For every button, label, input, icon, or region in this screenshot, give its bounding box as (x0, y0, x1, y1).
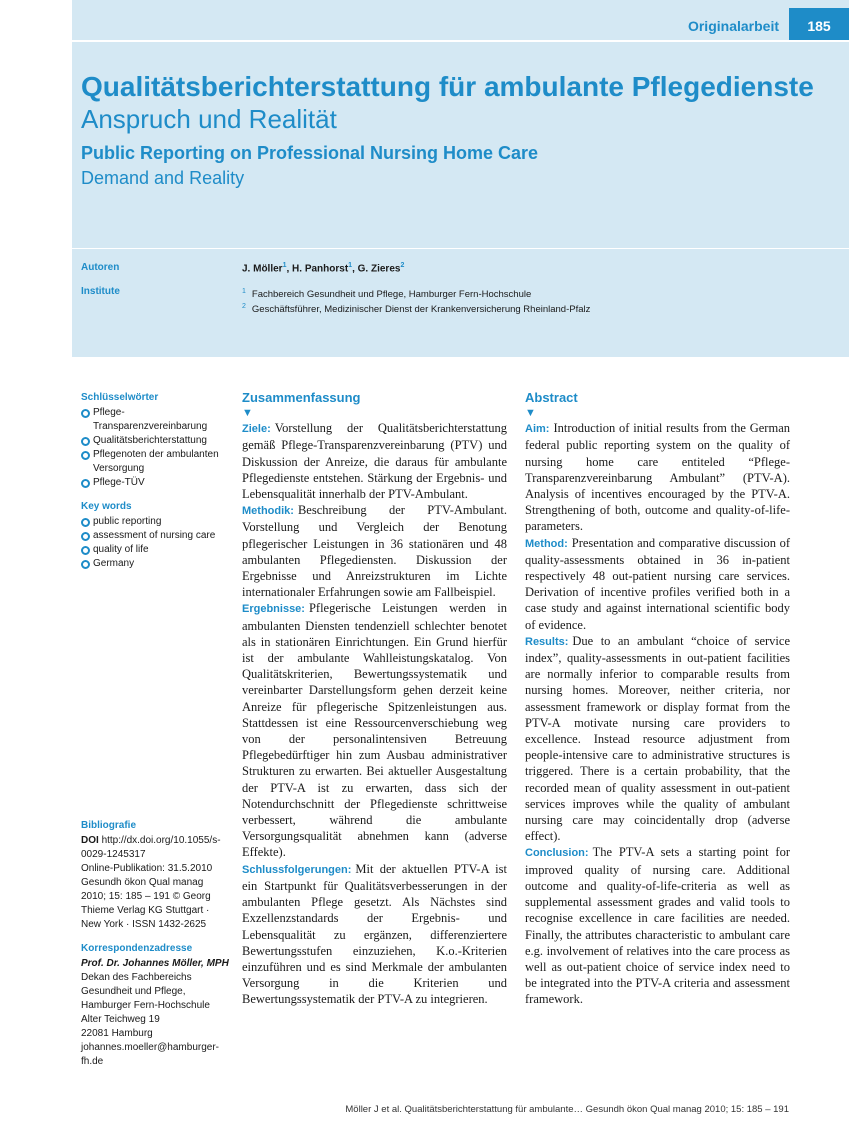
institute-line (242, 286, 590, 301)
bibliography-lines (81, 862, 229, 932)
abstract-english (525, 390, 790, 1008)
abstract-paragraph (525, 535, 790, 633)
author-affiliation-mark: 2 (400, 262, 405, 269)
title-german: Qualitätsberichterstattung für ambulante Pflegedienste (81, 71, 814, 102)
title-divider (72, 248, 849, 249)
keyword-item: Qualitätsberichterstattung (81, 434, 229, 448)
correspondence-line: johannes.moeller@hamburger-fh.de (81, 1042, 219, 1067)
author-name: J. Möller (242, 263, 283, 275)
abstract-german (242, 390, 507, 1008)
abstract-section-label: Ergebnisse: (242, 603, 305, 616)
abstract-paragraph (525, 844, 790, 1007)
doi-label: DOI (81, 835, 99, 846)
doi-link[interactable]: http://dx.doi.org/10.1055/s-0029-1245317 (81, 835, 221, 860)
bibliography-line: Online-Publikation: 31.5.2010 (81, 863, 213, 874)
keyword-item: assessment of nursing care (81, 529, 229, 543)
keywords-de-list (81, 406, 229, 490)
page-number: 185 (789, 8, 849, 40)
institutes-label: Institute (81, 286, 120, 297)
footer-citation: Möller J et al. Qualitätsberichterstattung für ambulante… Gesundh ökon Qual manag 2010; 15: 185 – 191 (345, 1104, 789, 1115)
institute-list (242, 286, 590, 316)
keyword-item: Germany (81, 557, 229, 571)
author-separator: , (286, 263, 293, 275)
abstract-section-label: Schlussfolgerungen: (242, 863, 352, 876)
keyword-item: Pflege-TÜV (81, 476, 229, 490)
bibliography-box (81, 819, 229, 932)
abstract-section-text: Mit der aktuellen PTV-A ist ein Startpunkt für Qualitätsverbesserungen in der ambulanten Pflege gesetzt. Als Nächstes sind Exzellenzstandards der Ergebnis- und Lebensqualität zu ergänzen, differenziertere Bewertungsstufen einzuziehen, K.o.-Kriterien einzuführen und es sind Merkmale der ambulanten Versorgung in die Kriterien und Bewertungssystematik der PTV-A zu integrieren. (242, 861, 507, 1007)
abstract-section-text: Vorstellung der Qualitätsberichterstattung gemäß Pflege-Transparenzvereinbarung (PTV) und Diskussion der Anreize, die daraus für ambulante Pflegedienste entstehen. Stärkung der Ergebnis- und Lebensqualität innerhalb der PTV-Ambulant. (242, 421, 507, 502)
triangle-down-icon: ▼ (242, 407, 253, 420)
correspondence-name: Prof. Dr. Johannes Möller, MPH (81, 958, 229, 969)
abstract-section-label: Results: (525, 635, 569, 648)
abstract-paragraph (525, 633, 790, 845)
abstract-paragraph (525, 420, 790, 534)
keywords-en-heading: Key words (81, 501, 132, 512)
author-name: H. Panhorst (292, 263, 349, 275)
institute-text: Geschäftsführer, Medizinischer Dienst der Krankenversicherung Rheinland-Pfalz (251, 304, 591, 316)
authors-label: Autoren (81, 262, 120, 273)
abstract-section-label: Conclusion: (525, 847, 589, 860)
author-affiliation-mark: 1 (282, 262, 287, 269)
institute-line (242, 301, 590, 316)
correspondence-box (81, 942, 229, 1069)
header-divider (72, 40, 849, 42)
abstract-section-label: Method: (525, 537, 568, 550)
institute-mark: 2 (242, 303, 246, 311)
abstract-section-text: Beschreibung der PTV-Ambulant. Vorstellung und Vergleich der Benotung pflegerischer Leistungen in 36 stationären und 48 ambulanten Pflegediensten. Diskussion der Ergebnisse und Anreizstrukturen im Lichte internationaler Erfahrungen sowie am Fallbeispiel. (242, 503, 507, 600)
keyword-item: Pflegenoten der ambulanten Versorgung (81, 448, 229, 476)
subtitle-english: Demand and Reality (81, 168, 245, 188)
abstract-en-heading: Abstract (525, 390, 578, 405)
bibliography-heading: Bibliografie (81, 820, 137, 831)
abstract-paragraph (242, 861, 507, 1008)
correspondence-line: Dekan des Fachbereichs Gesundheit und Pflege, (81, 972, 192, 997)
author-name: G. Zieres (357, 263, 401, 275)
institute-text: Fachbereich Gesundheit und Pflege, Hamburger Fern-Hochschule (251, 289, 532, 301)
institute-mark: 1 (242, 288, 246, 295)
abstract-paragraph (242, 600, 507, 860)
abstract-section-text: Introduction of initial results from the German federal public reporting system on the quality of nursing home care entiteled “Pflege-Transparenzvereinbarung Ambulant” (PTV-A). Analysis of incentives encouraged by the PTV-A. Strengthening of both, outcome and quality-of-life-parameters. (525, 421, 790, 534)
keyword-item: public reporting (81, 515, 229, 529)
abstract-section-label: Ziele: (242, 423, 271, 436)
author-list (242, 262, 404, 274)
doi-line (81, 834, 229, 862)
abstract-section-text: The PTV-A sets a starting point for improved quality of nursing care. Additional outcome and quality-of-life-criteria as well as supplemental assessment grades and valid tools to recognise excellence in care facilities are needed. Finally, the attributes characteristic to ambulant care e.g. involvement of relatives into the care process as well as out-patient choice of service index need to be integrated into the PTV-A criteria and assessment framework. (525, 845, 790, 1007)
correspondence-line: Hamburger Fern-Hochschule (81, 1000, 210, 1011)
correspondence-lines (81, 971, 229, 1069)
abstract-section-text: Due to an ambulant “choice of service index”, quality-assessments in out-patient facilities are normally inferior to comparable results from nursing homes. Moreover, neither criteria, nor assessment framework or display format from the PTV-A motivate nursing care providers to excellence. Instead resource adjustment from people-intensive care to administrative structures is triggered. There is a certain probability, that the recorded mean of quality assessment in out-patient services improves while the quality of ambulant nursing care may coincidentally drop (adverse effect). (525, 633, 790, 844)
author-affiliation-mark: 1 (348, 262, 353, 269)
abstract-section-text: Presentation and comparative discussion of quality-assessments obtained in 36 in-patient respectively 48 out-patient nursing care services. Derivation of incentive profiles verified both in a case study and against international scientific body of evidence. (525, 535, 790, 632)
section-label: Originalarbeit (687, 18, 779, 34)
correspondence-heading: Korrespondenzadresse (81, 943, 193, 954)
abstract-section-text: Pflegerische Leistungen werden in ambulanten Diensten tendenziell schlechter benotet als in stationären Einrichtungen. Ein Grund hierfür ist der ambulante Wahlleistungskatalog. Von Qualitätskriterien, Bewertungssystematik und vereinbarter Darstellungsform gehen derzeit keine Anreize für pflegerische Spitzenleistungen aus. Stattdessen ist eine Ressourcenverschiebung weg von der personalintensiven Betreuung Pflegebedürftiger hin zum Ausbau administrativer Strukturen zu erwarten. Bei aktueller Ausgestaltung der PTV-A ist zu erwarten, dass sich der Notendurchschnitt der Pflegedienste schrittweise verbessert, während die ambulante Versorgungsqualität abnehmen kann (adverse Effekte). (242, 601, 507, 860)
title-english: Public Reporting on Professional Nursing Home Care (81, 143, 539, 163)
bibliography-line: Gesundh ökon Qual manag 2010; 15: 185 – 191 © Georg Thieme Verlag KG Stuttgart · New York · ISSN 1432-2625 (81, 877, 211, 930)
keywords-de-heading: Schlüsselwörter (81, 392, 159, 403)
keywords-en-list (81, 515, 229, 571)
correspondence-line: Alter Teichweg 19 (81, 1014, 160, 1025)
abstract-section-label: Methodik: (242, 505, 294, 518)
abstract-paragraph (242, 502, 507, 600)
abstract-section-label: Aim: (525, 423, 550, 436)
keyword-item: quality of life (81, 543, 229, 557)
subtitle-german: Anspruch und Realität (81, 104, 337, 134)
keywords-box (81, 391, 229, 581)
abstract-paragraph (242, 420, 507, 502)
abstract-de-heading: Zusammenfassung (242, 390, 361, 405)
triangle-down-icon: ▼ (525, 407, 536, 420)
author-separator: , (352, 263, 358, 275)
correspondence-line: 22081 Hamburg (81, 1028, 153, 1039)
keyword-item: Pflege-Transparenzvereinbarung (81, 406, 229, 434)
